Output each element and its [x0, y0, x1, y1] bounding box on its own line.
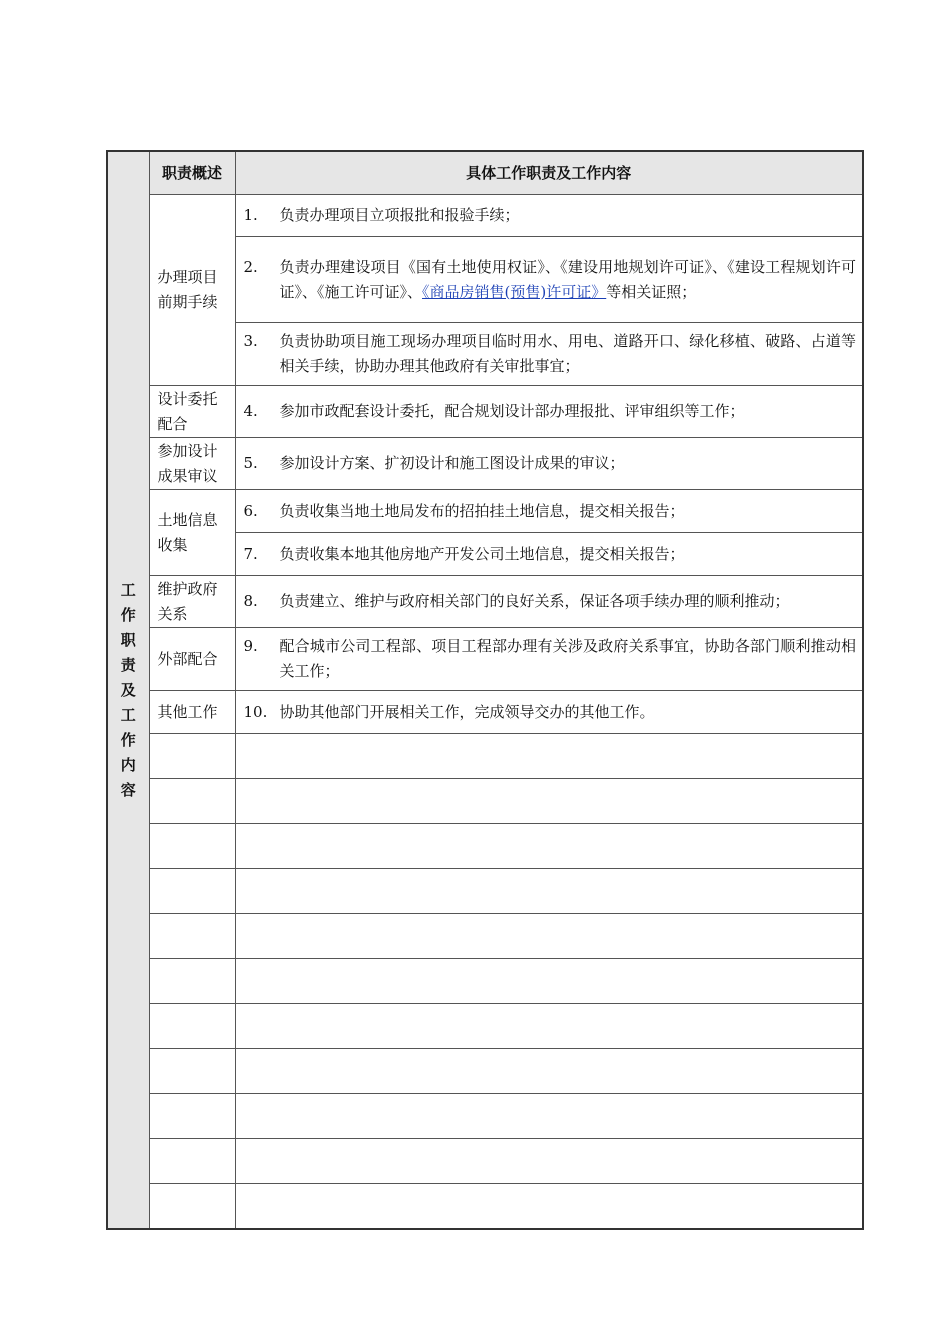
item-number: 4. — [243, 402, 258, 420]
empty-row — [107, 959, 863, 1004]
empty-cell — [235, 959, 863, 1004]
item-text: 负责收集当地土地局发布的招拍挂土地信息，提交相关报告； — [279, 501, 685, 520]
empty-cell — [235, 734, 863, 779]
table-row — [107, 386, 863, 438]
table-row — [107, 195, 863, 237]
empty-cell — [149, 1094, 235, 1139]
table-row — [107, 438, 863, 490]
empty-cell — [149, 869, 235, 914]
item-text: 负责办理建设项目《国有土地使用权证》、《建设用地规划许可证》、《建设工程规划许可证》、《施工许可证》、 — [279, 257, 856, 301]
item-text: 参加市政配套设计委托，配合规划设计部办理报批、评审组织等工作； — [279, 402, 745, 420]
empty-row — [107, 824, 863, 869]
item-cell — [235, 628, 863, 691]
item-text: 负责办理项目立项报批和报验手续； — [279, 206, 520, 224]
item-text: 负责收集本地其他房地产开发公司土地信息，提交相关报告； — [279, 544, 685, 563]
item-number: 10. — [243, 702, 268, 721]
table-row — [107, 628, 863, 691]
category-cell: 维护政府关系 — [149, 576, 235, 628]
empty-row — [107, 1004, 863, 1049]
empty-cell — [149, 1049, 235, 1094]
empty-cell — [235, 869, 863, 914]
item-cell — [235, 195, 863, 237]
empty-cell — [235, 1094, 863, 1139]
permit-link[interactable]: 《商品房销售(预售)许可证》 — [422, 282, 607, 301]
empty-row — [107, 1049, 863, 1094]
item-number: 8. — [243, 592, 258, 610]
empty-cell — [235, 1184, 863, 1230]
category-cell: 参加设计成果审议 — [149, 438, 235, 490]
empty-cell — [149, 914, 235, 959]
item-number: 3. — [243, 332, 258, 350]
item-number: 7. — [243, 544, 258, 563]
item-number: 2. — [243, 257, 258, 276]
category-cell: 其他工作 — [149, 691, 235, 734]
item-cell — [235, 386, 863, 438]
item-cell — [235, 576, 863, 628]
item-cell — [235, 691, 863, 734]
item-text: 配合城市公司工程部、项目工程部办理有关涉及政府关系事宜，协助各部门顺利推动相关工作； — [279, 637, 856, 680]
item-text: 参加设计方案、扩初设计和施工图设计成果的审议； — [279, 454, 625, 472]
item-number: 9. — [243, 637, 258, 655]
header-content: 具体工作职责及工作内容 — [235, 151, 863, 195]
empty-cell — [149, 1139, 235, 1184]
side-label-cell — [107, 151, 149, 1229]
table-row — [107, 490, 863, 533]
empty-cell — [149, 824, 235, 869]
category-cell: 设计委托配合 — [149, 386, 235, 438]
empty-row — [107, 914, 863, 959]
empty-cell — [235, 1049, 863, 1094]
category-cell: 办理项目前期手续 — [149, 195, 235, 386]
table-row — [107, 691, 863, 734]
item-text: 协助其他部门开展相关工作，完成领导交办的其他工作。 — [279, 702, 655, 721]
empty-cell — [235, 1139, 863, 1184]
table-row — [107, 576, 863, 628]
item-cell — [235, 237, 863, 323]
empty-cell — [149, 779, 235, 824]
empty-row — [107, 1184, 863, 1230]
header-row — [107, 151, 863, 195]
empty-cell — [235, 824, 863, 869]
empty-cell — [235, 914, 863, 959]
empty-cell — [149, 734, 235, 779]
item-number: 1. — [243, 206, 258, 224]
side-label: 工作职责及工作内容 — [120, 580, 136, 799]
header-summary: 职责概述 — [149, 151, 235, 195]
empty-row — [107, 1094, 863, 1139]
item-number: 5. — [243, 454, 258, 472]
category-cell: 外部配合 — [149, 628, 235, 691]
duty-table — [106, 150, 864, 1230]
item-cell — [235, 438, 863, 490]
item-text-end: 等相关证照； — [606, 282, 697, 301]
empty-cell — [149, 1004, 235, 1049]
item-number: 6. — [243, 501, 258, 520]
empty-cell — [235, 1004, 863, 1049]
item-text: 负责协助项目施工现场办理项目临时用水、用电、道路开口、绿化移植、破路、占道等相关手续，协助办理其他政府有关审批事宜； — [279, 332, 856, 375]
empty-row — [107, 779, 863, 824]
empty-row — [107, 734, 863, 779]
category-cell: 土地信息收集 — [149, 490, 235, 576]
item-cell — [235, 323, 863, 386]
empty-row — [107, 869, 863, 914]
empty-cell — [149, 1184, 235, 1230]
item-text: 负责建立、维护与政府相关部门的良好关系，保证各项手续办理的顺利推动； — [279, 592, 790, 610]
item-cell — [235, 533, 863, 576]
empty-cell — [235, 779, 863, 824]
item-cell — [235, 490, 863, 533]
empty-cell — [149, 959, 235, 1004]
empty-row — [107, 1139, 863, 1184]
